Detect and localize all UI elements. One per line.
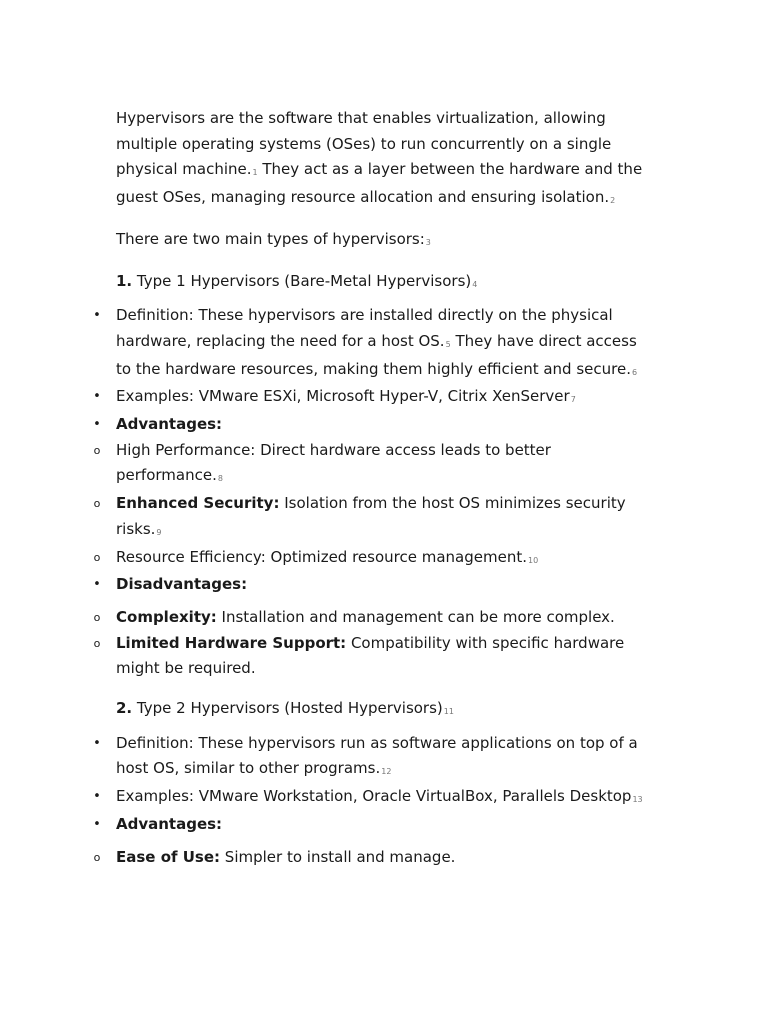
list-item-definition (93, 303, 656, 384)
advantage-label: Ease of Use: (116, 847, 221, 866)
advantage-text: Simpler to install and manage. (220, 847, 456, 866)
footnote-ref: 1 (252, 168, 258, 178)
section1-number: 1. (116, 271, 133, 290)
bullet-icon: • (93, 308, 101, 324)
intro-text-a: Hypervisors are the software that enables virtualization, allowing multiple operating systems (OSes) to run concurrently on a single physical machine. (116, 109, 612, 179)
footnote-ref: 10 (527, 555, 539, 565)
bullet-icon: • (93, 816, 101, 832)
examples-text: Examples: VMware Workstation, Oracle VirtualBox, Parallels Desktop (116, 787, 632, 806)
circle-bullet-icon: o (93, 850, 101, 864)
section1-title: Type 1 Hypervisors (Bare-Metal Hypervisors) (132, 271, 472, 290)
section1-heading (116, 269, 656, 297)
footnote-ref: 8 (217, 474, 223, 484)
section1-list (93, 303, 656, 682)
footnote-ref: 5 (445, 339, 451, 349)
circle-bullet-icon: o (93, 550, 101, 564)
footnote-ref: 6 (631, 367, 638, 377)
advantage-text: Isolation from the host OS minimizes security risks. (116, 494, 626, 538)
advantage-text: High Performance: Direct hardware access leads to better performance. (116, 440, 551, 485)
bullet-icon: • (93, 577, 101, 593)
section2-number: 2. (116, 699, 133, 718)
definition-text: Definition: These hypervisors run as software applications on top of a host OS, similar to other programs. (116, 733, 638, 778)
advantages-label: Advantages: (116, 814, 223, 833)
intro-paragraph (116, 106, 656, 213)
intro-text-b: They act as a layer between the hardware and the guest OSes, managing resource allocation and ensuring isolation. (116, 160, 643, 207)
types-intro-paragraph (116, 227, 656, 255)
bullet-icon: • (93, 417, 101, 433)
advantage-label: Enhanced Security: (116, 494, 280, 513)
sub-item-disadvantage (93, 605, 656, 631)
circle-bullet-icon: o (93, 443, 101, 457)
definition-text-a: Definition: These hypervisors are installed directly on the physical hardware, replacing the need for a host OS. (116, 306, 613, 350)
bullet-icon: • (93, 735, 101, 751)
types-intro-text: There are two main types of hypervisors: (116, 229, 425, 248)
definition-text-b: They have direct access to the hardware resources, making them highly efficient and secure. (116, 331, 637, 378)
list-item-examples (93, 384, 656, 412)
disadvantage-text: Installation and management can be more complex. (216, 607, 615, 626)
document-body (93, 106, 656, 870)
advantage-text: Resource Efficiency: Optimized resource management. (116, 547, 527, 566)
bullet-icon: • (93, 389, 101, 405)
sub-item-advantage (93, 845, 656, 871)
footnote-ref: 4 (472, 279, 478, 289)
sub-item-advantage (93, 545, 656, 573)
footnote-ref: 7 (570, 395, 576, 405)
list-item-examples (93, 784, 656, 812)
footnote-ref: 13 (632, 795, 643, 805)
disadvantage-label: Complexity: (116, 607, 217, 626)
footnote-ref: 12 (381, 767, 392, 777)
footnote-ref: 9 (156, 527, 162, 537)
examples-text: Examples: VMware ESXi, Microsoft Hyper-V, Citrix XenServer (116, 387, 570, 406)
section2-list (93, 731, 656, 871)
circle-bullet-icon: o (93, 636, 101, 650)
sub-item-disadvantage (93, 631, 656, 682)
footnote-ref: 2 (610, 196, 616, 206)
bullet-icon: • (93, 789, 101, 805)
circle-bullet-icon: o (93, 497, 101, 511)
list-item-advantages (93, 412, 656, 438)
list-item-advantages (93, 812, 656, 838)
advantages-label: Advantages: (116, 415, 223, 434)
section2-title: Type 2 Hypervisors (Hosted Hypervisors) (132, 699, 443, 718)
disadvantages-label: Disadvantages: (116, 575, 248, 594)
footnote-ref: 3 (425, 237, 431, 247)
list-item-disadvantages (93, 572, 656, 598)
footnote-ref: 11 (443, 707, 454, 717)
list-item-definition (93, 731, 656, 784)
sub-item-advantage (93, 491, 656, 544)
circle-bullet-icon: o (93, 610, 101, 624)
disadvantage-text: Compatibility with specific hardware might be required. (116, 633, 625, 678)
disadvantage-label: Limited Hardware Support: (116, 633, 347, 652)
section2-heading (116, 696, 656, 724)
sub-item-advantage (93, 438, 656, 491)
